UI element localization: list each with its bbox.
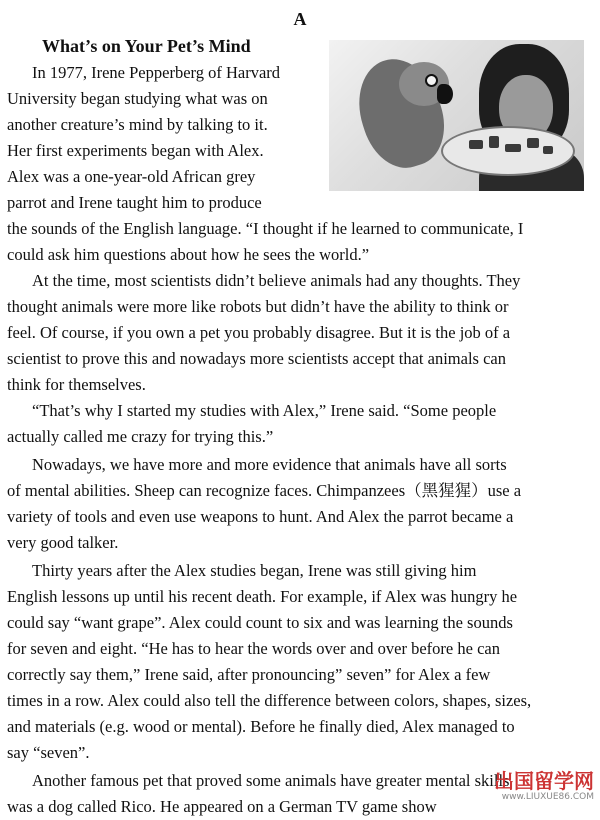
text-line: could ask him questions about how he sees the world.”	[7, 245, 370, 264]
text-line: could say “want grape”. Alex could count to six and was learning the sounds	[7, 613, 513, 632]
text-line: for seven and eight. “He has to hear the words over and over before he can	[7, 639, 500, 658]
site-watermark	[494, 770, 594, 803]
text-line: correctly say them,” Irene said, after pronouncing” seven” for Alex a few	[7, 665, 491, 684]
text-line: say “seven”.	[7, 743, 90, 762]
text-line: was a dog called Rico. He appeared on a German TV game show	[7, 797, 437, 816]
watermark-url: www.LIUXUE86.COM	[501, 792, 594, 802]
text-line: the sounds of the English language. “I thought if he learned to communicate, I	[7, 219, 524, 238]
text-line: Alex was a one-year-old African grey	[7, 167, 256, 186]
photo-irene-with-parrot	[329, 40, 584, 191]
article-title: What’s on Your Pet’s Mind	[42, 36, 251, 56]
text-line: At the time, most scientists didn’t believe animals had any thoughts. They	[32, 271, 521, 290]
text-line: Thirty years after the Alex studies began, Irene was still giving him	[32, 561, 477, 580]
text-line: very good talker.	[7, 533, 119, 552]
text-line: think for themselves.	[7, 375, 146, 394]
text-line: feel. Of course, if you own a pet you probably disagree. But it is the job of a	[7, 323, 511, 342]
text-line: Nowadays, we have more and more evidence that animals have all sorts	[32, 455, 507, 474]
text-line: University began studying what was on	[7, 89, 268, 108]
watermark-logo-text: 出国留学网	[494, 769, 594, 793]
text-line: and materials (e.g. wood or mental). Before he finally died, Alex managed to	[7, 717, 515, 736]
text-line: In 1977, Irene Pepperberg of Harvard	[32, 63, 281, 82]
text-line: variety of tools and even use weapons to hunt. And Alex the parrot became a	[7, 507, 514, 526]
text-line: times in a row. Alex could also tell the difference between colors, shapes, sizes,	[7, 691, 532, 710]
section-letter: A	[293, 9, 307, 29]
text-line: English lessons up until his recent death. For example, if Alex was hungry he	[7, 587, 518, 606]
text-line: “That’s why I started my studies with Alex,” Irene said. “Some people	[32, 401, 497, 420]
text-line: scientist to prove this and nowadays more scientists accept that animals can	[7, 349, 506, 368]
text-line: another creature’s mind by talking to it.	[7, 115, 268, 134]
text-line: Her first experiments began with Alex.	[7, 141, 264, 160]
text-line: parrot and Irene taught him to produce	[7, 193, 262, 212]
text-line: Another famous pet that proved some animals have greater mental skills	[32, 771, 510, 790]
text-line: thought animals were more like robots but didn’t have the ability to think or	[7, 297, 509, 316]
text-line: actually called me crazy for trying this.”	[7, 427, 274, 446]
text-line: of mental abilities. Sheep can recognize faces. Chimpanzees（黑猩猩）use a	[7, 481, 522, 500]
